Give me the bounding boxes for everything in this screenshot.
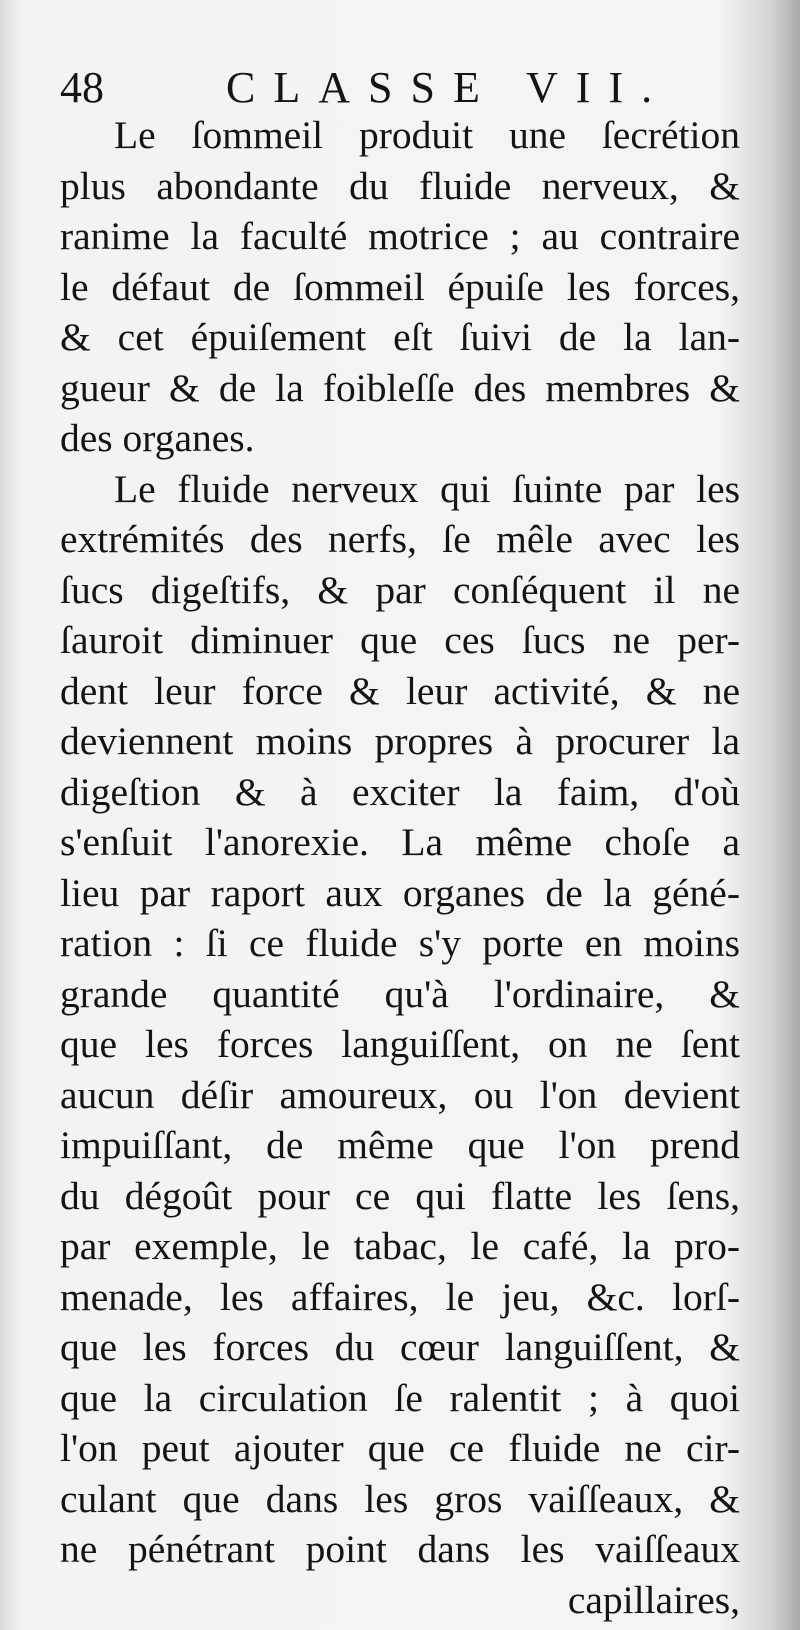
text-line: ſucs digeſtifs, & par conſéquent il ne: [60, 567, 740, 612]
text-line: ne pénétrant point dans les vaiſſeaux: [60, 1527, 740, 1571]
text-line: impuiſſant, de même que l'on prend: [60, 1123, 740, 1167]
text-line: ranime la faculté motrice ; au contraire: [60, 214, 740, 258]
text-line: extrémités des nerfs, ſe mêle avec les: [60, 517, 740, 561]
text-line: des organes.: [60, 416, 255, 460]
text-line: par exemple, le tabac, le café, la pro-: [60, 1224, 740, 1268]
text-line: Le ſommeil produit une ſecrétion: [114, 113, 740, 157]
text-line: ration : ſi ce fluide s'y porte en moins: [60, 921, 740, 965]
text-line: que les forces du cœur languiſſent, &: [60, 1325, 740, 1369]
catchword: capillaires,: [567, 1577, 740, 1622]
text-line: que les forces languiſſent, on ne ſent: [60, 1022, 740, 1066]
page-header: [60, 62, 760, 114]
text-line: & cet épuiſement eſt ſuivi de la lan-: [60, 315, 740, 359]
text-line: grande quantité qu'à l'ordinaire, &: [60, 971, 740, 1016]
page-number: 48: [60, 63, 104, 112]
text-line: culant que dans les gros vaiſſeaux, &: [60, 1476, 740, 1521]
body-text: [60, 110, 740, 1625]
text-line: Le fluide nerveux qui ſuinte par les: [114, 466, 740, 511]
text-line: plus abondante du fluide nerveux, &: [60, 163, 740, 208]
text-line: le défaut de ſommeil épuiſe les forces,: [60, 264, 740, 309]
text-line: gueur & de la foibleſſe des membres &: [60, 365, 740, 410]
text-line: menade, les affaires, le jeu, &c. lorſ-: [60, 1274, 740, 1319]
text-line: s'enſuit l'anorexie. La même choſe a: [60, 820, 740, 864]
running-title: CLASSE VII.: [226, 63, 671, 112]
text-line: deviennent moins propres à procurer la: [60, 719, 740, 763]
text-line: aucun déſir amoureux, ou l'on devient: [60, 1072, 740, 1117]
text-line: du dégoût pour ce qui flatte les ſens,: [60, 1173, 740, 1218]
text-line: digeſtion & à exciter la faim, d'où: [60, 769, 740, 814]
paragraph-nervous-fluid: [60, 464, 740, 1575]
paragraph-sleep: [60, 110, 740, 464]
text-line: lieu par raport aux organes de la géné-: [60, 870, 740, 915]
text-line: que la circulation ſe ralentit ; à quoi: [60, 1375, 740, 1420]
text-line: dent leur force & leur activité, & ne: [60, 668, 740, 713]
text-line: ſauroit diminuer que ces ſucs ne per-: [60, 618, 740, 662]
text-line: l'on peut ajouter que ce fluide ne cir-: [60, 1426, 740, 1470]
